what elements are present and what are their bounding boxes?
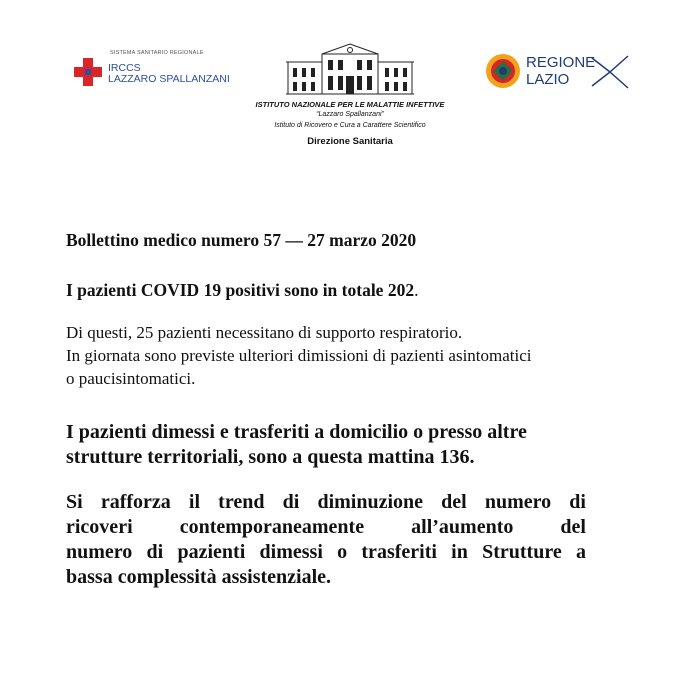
regione-lazio-logo [484,52,634,94]
paragraph-line: Di questi, 25 pazienti necessitano di supporto respiratorio. [66,323,463,342]
institute-name: ISTITUTO NAZIONALE PER LE MALATTIE INFETTIVE [255,100,445,109]
paragraph-line: o paucisintomatici. [66,369,196,388]
paragraph-line: Si rafforza il trend di diminuzione del numero di [66,491,586,513]
logo-line-1: IRCCS [108,62,141,74]
institute-building-icon [286,40,414,98]
trend-paragraph [66,490,586,590]
spallanzani-logo [74,50,244,90]
paragraph-line: In giornata sono previste ulteriori dimissioni di pazienti asintomatici [66,346,532,365]
paragraph-line: I pazienti dimessi e trasferiti a domicilio o presso altre [66,421,527,443]
lazio-text: LAZIO [526,71,570,88]
red-cross-icon [74,58,102,86]
regione-text: REGIONE [526,54,596,71]
paragraph-line: ricoveri contemporaneamente all’aumento del [66,516,586,538]
total-positive-statement [66,279,636,301]
institute-subtitle: “Lazzaro Spallanzani” [316,111,384,118]
logo-line-2: LAZZARO SPALLANZANI [108,73,230,85]
institute-description: Istituto di Ricovero e Cura a Carattere Scientifico [274,122,426,129]
chevron-icon [590,54,630,90]
bulletin-title: Bollettino medico numero 57 — 27 marzo 2020 [66,230,417,250]
department-name: Direzione Sanitaria [307,136,393,147]
respiratory-support-paragraph [66,321,636,390]
total-positive-period: . [414,280,419,300]
paragraph-line: strutture territoriali, sono a questa mattina 136. [66,446,475,468]
paragraph-line: bassa complessità assistenziale. [66,566,331,588]
total-positive-text: I pazienti COVID 19 positivi sono in totale 202 [66,280,415,300]
logo-small-text: SISTEMA SANITARIO REGIONALE [110,50,204,56]
paragraph-line: numero di pazienti dimessi o trasferiti in Strutture a [66,541,586,563]
discharged-paragraph [66,420,586,470]
regione-lazio-emblem-icon [484,52,522,90]
